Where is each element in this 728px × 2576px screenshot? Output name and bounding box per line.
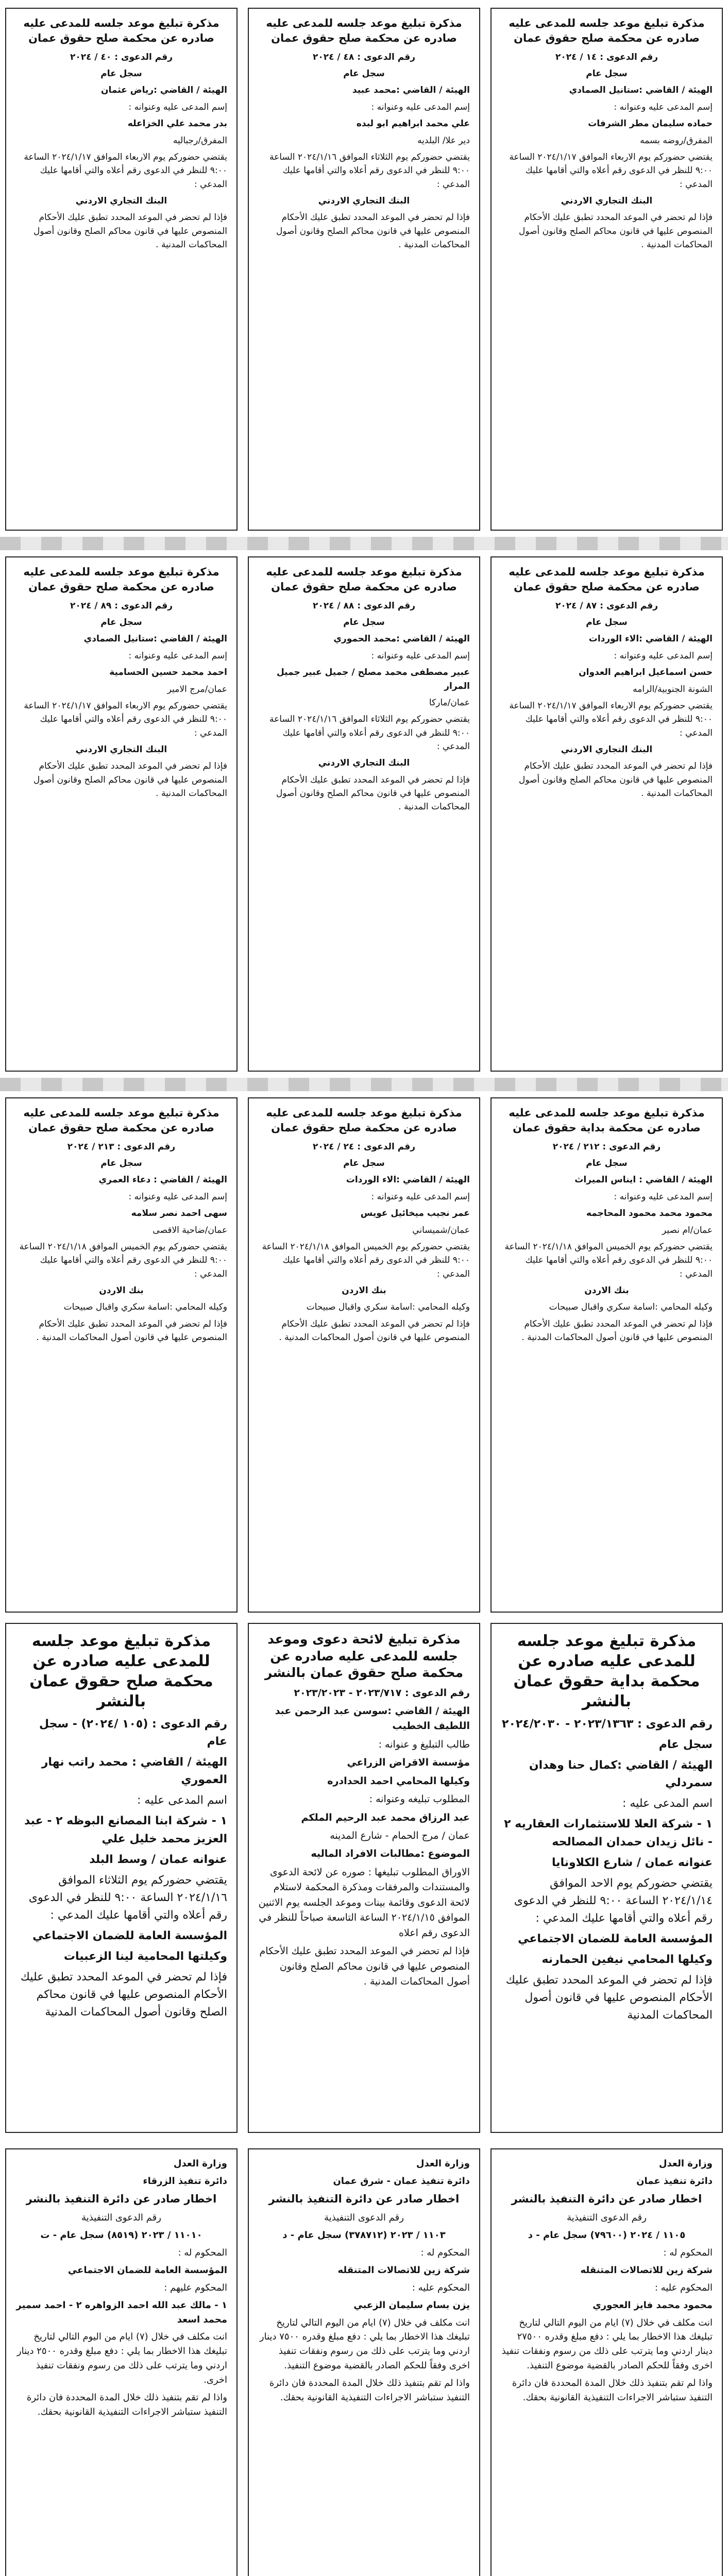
case-subject: الموضوع :مطالبات الافراد الماليه xyxy=(311,1848,470,1860)
registry: سجل عام xyxy=(100,1158,142,1169)
case-number: رقم الدعوى : ٨٩ / ٢٠٢٤ xyxy=(70,600,173,611)
debtor-name: يزن بسام سليمان الزعبي xyxy=(353,2299,470,2311)
notice-footer: واذا لم تقم بتنفيذ ذلك خلال المدة المحددة فان دائرة التنفيذ ستباشر الاجراءات التنفيذية القانونية بحقك. xyxy=(269,2378,470,2403)
notice-footer: واذا لم تقم بتنفيذ ذلك خلال المدة المحددة فان دائرة التنفيذ ستباشر الاجراءات التنفيذية القانونية بحقك. xyxy=(26,2392,227,2417)
separator-stripe xyxy=(0,537,728,550)
notice-title: مذكرة تبليغ موعد جلسه للمدعى عليه صادره عن محكمة صلح حقوق عمان xyxy=(23,1107,219,1134)
notices-row-2 xyxy=(0,556,728,1072)
plaintiff-name: البنك التجاري الاردني xyxy=(75,195,167,206)
notice-footer: واذا لم تقم بتنفيذ ذلك خلال المدة المحددة فان دائرة التنفيذ ستباشر الاجراءات التنفيذية القانونية بحقك. xyxy=(512,2378,713,2403)
case-label: رقم الدعوى التنفيذية xyxy=(567,2212,647,2224)
notice-card xyxy=(490,1623,723,2133)
ministry: وزارة العدل xyxy=(416,2158,470,2169)
lawyer: وكيله المحامي :اسامة سكري واقبال صبيحات xyxy=(549,1302,713,1313)
notice-title: مذكرة تبليغ موعد جلسه للمدعى عليه صادره عن محكمة صلح حقوق عمان xyxy=(509,566,705,594)
registry: سجل عام xyxy=(586,617,628,628)
creditor-label: المحكوم له : xyxy=(178,2247,227,2258)
notices-row-5 xyxy=(0,2148,728,2576)
defendant-label: إسم المدعى عليه وعنوانه : xyxy=(371,1191,470,1202)
notice-card xyxy=(5,1097,238,1613)
notice-footer: فإذا لم تحضر في الموعد المحدد تطبق عليك الأحكام المنصوص عليها في قانون أصول المحاكمات المدنية . xyxy=(36,1318,227,1343)
defendant-address: عمان/ماركا xyxy=(429,697,470,708)
notice-footer: فإذا لم تحضر في الموعد المحدد تطبق عليك الأحكام المنصوص عليها في قانون محاكم الصلح وقانون أصول المحاكمات المدنية . xyxy=(276,774,470,812)
notice-footer: فإذا لم تحضر في الموعد المحدد تطبق عليك الأحكام المنصوص عليها في قانون محاكم الصلح وقانون أصول المحاكمات المدنية . xyxy=(33,212,227,250)
defendant-label: إسم المدعى عليه وعنوانه : xyxy=(614,1191,713,1202)
defendant-name: حماده سليمان مطر الشرفات xyxy=(588,118,713,129)
department: دائرة تنفيذ عمان xyxy=(636,2175,713,2187)
case-number: رقم الدعوى : ١٤ / ٢٠٢٤ xyxy=(555,52,658,62)
notice-footer: فإذا لم تحضر في الموعد المحدد تطبق عليك الأحكام المنصوص عليها في قانون محاكم الصلح وقانون أصول المحاكمات المدنية . xyxy=(33,761,227,799)
notices-row-1 xyxy=(0,8,728,531)
plaintiff-name: بنك الاردن xyxy=(99,1285,144,1296)
creditor-name: شركة زين للاتصالات المتنقله xyxy=(337,2264,470,2276)
registry: سجل عام xyxy=(100,69,142,79)
notice-body: يقتضي حضوركم يوم الثلاثاء الموافق ٢٠٢٤/١/١٦ الساعة ٩:٠٠ للنظر في الدعوى رقم أعلاه والتي أقامها عليك المدعي : xyxy=(269,714,470,752)
notice-body: يقتضي حضوركم يوم الخميس الموافق ٢٠٢٤/١/١٨ الساعة ٩:٠٠ للنظر في الدعوى رقم أعلاه والتي أقامها عليك المدعي : xyxy=(262,1241,470,1279)
defendant-label: إسم المدعى عليه وعنوانه : xyxy=(371,650,470,661)
notice-card xyxy=(5,556,238,1072)
defendant-label: اسم المدعى عليه : xyxy=(622,1797,713,1810)
case-number: ١١٠٣ / ٢٠٢٣ (٣٧٨٧١٢) سجل عام - د xyxy=(282,2230,446,2241)
judge: الهيئة / القاضي :ستانيل الصمادي xyxy=(569,85,713,96)
debtor-label: المحكوم عليهم : xyxy=(164,2282,227,2293)
lawyer: وكيلها المحامي احمد الحدادره xyxy=(327,1775,470,1787)
case-number: رقم الدعوى : (١٠٥ /٢٠٢٤) - سجل عام xyxy=(39,1718,227,1749)
notice-body: يقتضي حضوركم يوم الخميس الموافق ٢٠٢٤/١/١٨ الساعة ٩:٠٠ للنظر في الدعوى رقم أعلاه والتي أقامها عليك المدعي : xyxy=(504,1241,713,1279)
notice-body: يقتضي حضوركم يوم الاربعاء الموافق ٢٠٢٤/١/١٧ الساعة ٩:٠٠ للنظر في الدعوى رقم أعلاه والتي أقامها عليك المدعي : xyxy=(509,700,713,738)
notice-footer: فإذا لم تحضر في الموعد المحدد تطبق عليك الأحكام المنصوص عليها في قانون أصول المحاكمات المدنية . xyxy=(279,1318,470,1343)
defendant-name: علي محمد ابراهيم ابو لبده xyxy=(356,118,470,129)
notice-title: مذكرة تبليغ موعد جلسه للمدعى عليه صادره عن محكمة صلح حقوق عمان xyxy=(266,566,462,594)
defendant-address: عمان/ضاحية الاقصى xyxy=(153,1225,227,1235)
case-number: رقم الدعوى : ٢٠٢٣/٧١٧ - ٢٠٢٣/٢٠٢٣ xyxy=(294,1687,470,1699)
judge: الهيئة / القاضي :محمد الحموري xyxy=(333,634,470,645)
notice-card xyxy=(5,8,238,531)
notice-body: يقتضي حضوركم يوم الاربعاء الموافق ٢٠٢٤/١/١٧ الساعة ٩:٠٠ للنظر في الدعوى رقم أعلاه والتي أقامها عليك المدعي : xyxy=(509,151,713,190)
judge: الهيئة / القاضي :محمد عبيد xyxy=(352,85,470,96)
registry: سجل عام xyxy=(658,1738,713,1752)
notice-body: انت مكلف في خلال (٧) ايام من اليوم التالي لتاريخ تبليغك هذا الاخطار بما يلي : دفع مبلغ وقدره ٧٥٠٠ دينار اردني وما يترتب على ذلك من رسوم ونفقات تنفيذ اخرى وفقاً للحكم الصادر بالقضية موضوع التنفيذ. xyxy=(259,2317,470,2371)
notice-title: مذكرة تبليغ موعد جلسه للمدعى عليه صادره عن محكمة بداية حقوق عمان بالنشر xyxy=(513,1632,700,1710)
notice-card xyxy=(248,1097,480,1613)
notice-title: مذكرة تبليغ موعد جلسه للمدعى عليه صادره عن محكمة صلح حقوق عمان xyxy=(509,17,705,45)
defendant-name: عبير مصطفى محمد مصلح / جميل عبير جميل المرار xyxy=(276,667,470,691)
plaintiff-name: البنك التجاري الاردني xyxy=(561,195,653,206)
registry: سجل عام xyxy=(343,617,385,628)
notice-title: مذكرة تبليغ موعد جلسه للمدعى عليه صادره عن محكمة صلح حقوق عمان xyxy=(23,17,219,45)
notice-footer: فإذا لم تحضر في الموعد المحدد تطبق عليك الأحكام المنصوص عليها في قانون أصول المحاكمات المدنية xyxy=(505,1974,713,2022)
case-number: رقم الدعوى : ٨٨ / ٢٠٢٤ xyxy=(312,600,415,611)
judge: الهيئة / القاضي :الاء الوردات xyxy=(346,1175,470,1185)
notice-card xyxy=(490,556,723,1072)
judge: الهيئة / القاضي :كمال حنا وهدان سمردلي xyxy=(529,1759,713,1790)
judge: الهيئة / القاضي : دعاء العمري xyxy=(98,1175,227,1185)
notice-title: مذكرة تبليغ موعد جلسه للمدعى عليه صادره عن محكمة بداية حقوق عمان xyxy=(509,1107,705,1134)
defendant-address: المفرق/روضه بسمه xyxy=(640,135,713,146)
notice-footer: فإذا لم تحضر في الموعد المحدد تطبق عليك الأحكام المنصوص عليها في قانون محاكم الصلح وقانون أصول المحاكمات المدنية . xyxy=(276,212,470,250)
notice-body: يقتضي حضوركم يوم الاربعاء الموافق ٢٠٢٤/١/١٧ الساعة ٩:٠٠ للنظر في الدعوى رقم أعلاه والتي أقامها عليك المدعي : xyxy=(24,700,227,738)
notice-title: مذكرة تبليغ موعد جلسه للمدعى عليه صادره عن محكمة صلح حقوق عمان xyxy=(266,1107,462,1134)
case-number: رقم الدعوى : ٢٤ / ٢٠٢٤ xyxy=(312,1141,415,1152)
notice-footer: فإذا لم تحضر في الموعد المحدد تطبق عليك الأحكام المنصوص عليها في قانون محاكم الصلح وقانون أصول المحاكمات المدنية . xyxy=(259,1945,470,1987)
case-number: رقم الدعوى : ٢٠٢٣/١٣٦٣ - ٢٠٢٤/٢٠٣٠ xyxy=(502,1718,713,1731)
notice-footer: فإذا لم تحضر في الموعد المحدد تطبق عليك الأحكام المنصوص عليها في قانون أصول المحاكمات المدنية . xyxy=(521,1318,713,1343)
plaintiff-name: مؤسسة الاقراض الزراعي xyxy=(347,1757,470,1769)
plaintiff-name: المؤسسة العامة للضمان الاجتماعي xyxy=(32,1929,227,1943)
notice-card xyxy=(5,1623,238,2133)
notice-card xyxy=(490,1097,723,1613)
notice-title: اخطار صادر عن دائرة التنفيذ بالنشر xyxy=(268,2192,460,2205)
defendant-name: ١ - شركة ابنا المصانع البوظه ٢ - عبد العزيز محمد خليل علي xyxy=(24,1815,227,1845)
defendant-address: عمان/ام نصير xyxy=(662,1225,713,1235)
defendant-address: الشونة الجنوبية/الرامه xyxy=(633,684,713,694)
notice-card xyxy=(490,8,723,531)
lawyer: وكيلها المحامي نيفين الحمارنه xyxy=(541,1953,713,1967)
case-number: رقم الدعوى : ٤٨ / ٢٠٢٤ xyxy=(312,52,415,62)
debtor-name: ١ - مالك عبد الله احمد الزواهره ٢ - احمد سمير محمد اسعد xyxy=(16,2299,227,2325)
department: دائرة تنفيذ عمان - شرق عمان xyxy=(333,2175,470,2187)
plaintiff-name: البنك التجاري الاردني xyxy=(75,744,167,755)
registry: سجل عام xyxy=(586,69,628,79)
notice-body: يقتضي حضوركم يوم الاربعاء الموافق ٢٠٢٤/١/١٧ الساعة ٩:٠٠ للنظر في الدعوى رقم أعلاه والتي أقامها عليك المدعي : xyxy=(24,151,227,190)
case-number: رقم الدعوى : ٤٠ / ٢٠٢٤ xyxy=(70,52,173,62)
judge: الهيئة / القاضي :الاء الوردات xyxy=(588,634,713,645)
notice-title: مذكرة تبليغ موعد جلسه للمدعى عليه صادره عن محكمة صلح حقوق عمان بالنشر xyxy=(29,1632,213,1710)
notice-body: يقتضي حضوركم يوم الثلاثاء الموافق ٢٠٢٤/١/١٦ الساعة ٩:٠٠ للنظر في الدعوى رقم أعلاه والتي أقامها عليك المدعي : xyxy=(269,151,470,190)
notice-footer: فإذا لم تحضر في الموعد المحدد تطبق عليك الأحكام المنصوص عليها في قانون محاكم الصلح وقانون أصول المحاكمات المدنية xyxy=(20,1971,227,2019)
judge: الهيئة / القاضي :ستانيل الصمادي xyxy=(83,634,227,645)
creditor-name: المؤسسة العامة للضمان الاجتماعي xyxy=(67,2264,227,2276)
notice-title: مذكرة تبليغ موعد جلسه للمدعى عليه صادره عن محكمة صلح حقوق عمان xyxy=(23,566,219,594)
creditor-label: المحكوم له : xyxy=(420,2247,470,2258)
judge: الهيئة / القاضي :سوسن عبد الرحمن عبد اللطيف الخطيب xyxy=(275,1705,470,1732)
plaintiff-name: البنك التجاري الاردني xyxy=(561,744,653,755)
defendant-name: ١ - شركة العلا للاستثمارات العقاريه ٢ - نائل زيدان حمدان المصالحه xyxy=(504,1818,713,1849)
creditor-label: المحكوم له : xyxy=(663,2247,713,2258)
defendant-label: اسم المدعى عليه : xyxy=(137,1794,227,1807)
notices-row-4 xyxy=(0,1623,728,2133)
defendant-name: عمر نجيب ميخائيل عويس xyxy=(360,1208,470,1219)
notice-footer: فإذا لم تحضر في الموعد المحدد تطبق عليك الأحكام المنصوص عليها في قانون محاكم الصلح وقانون أصول المحاكمات المدنية . xyxy=(518,212,713,250)
notice-body: انت مكلف في خلال (٧) ايام من اليوم التالي لتاريخ تبليغك هذا الاخطار بما يلي : دفع مبلغ وقدره ٢٥٠٠ دينار اردني وما يترتب على ذلك من رسوم ونفقات تنفيذ اخرى. xyxy=(16,2331,227,2386)
notice-body: يقتضي حضوركم يوم الخميس الموافق ٢٠٢٤/١/١٨ الساعة ٩:٠٠ للنظر في الدعوى رقم أعلاه والتي أقامها عليك المدعي : xyxy=(19,1241,227,1279)
case-label: رقم الدعوى التنفيذية xyxy=(324,2212,404,2224)
registry: سجل عام xyxy=(100,617,142,628)
defendant-address: عمان/مرج الامير xyxy=(167,684,227,694)
department: دائرة تنفيذ الزرقاء xyxy=(143,2175,227,2187)
notice-card xyxy=(248,2148,480,2576)
defendant-name: عبد الرزاق محمد عبد الرحيم الملكم xyxy=(301,1811,470,1823)
debtor-label: المحكوم عليه : xyxy=(654,2282,713,2293)
defendant-address: عمان/شميساني xyxy=(412,1225,470,1235)
separator-stripe xyxy=(0,1078,728,1091)
notice-title: اخطار صادر عن دائرة التنفيذ بالنشر xyxy=(26,2192,217,2205)
defendant-name: محمود محمد محمود المحاجمه xyxy=(586,1208,713,1219)
ministry: وزارة العدل xyxy=(173,2158,227,2169)
case-number: ١١٠٥ / ٢٠٢٤ (٧٩٦٠٠) سجل عام - د xyxy=(528,2230,686,2241)
defendant-name: بدر محمد علي الخزاعله xyxy=(127,118,227,129)
defendant-address: عنوانه عمان / وسط البلد xyxy=(89,1853,227,1866)
plaintiff-name: المؤسسة العامة للضمان الاجتماعي xyxy=(518,1933,713,1946)
lawyer: وكيلتها المحامية لينا الزعبيات xyxy=(63,1950,227,1963)
case-number: رقم الدعوى : ٢١٣ / ٢٠٢٤ xyxy=(67,1141,176,1152)
notice-body: يقتضي حضوركم يوم الاحد الموافق ٢٠٢٤/١/١٤ الساعة ٩:٠٠ للنظر في الدعوى رقم أعلاه والتي أقامها عليك المدعي : xyxy=(514,1876,713,1925)
notice-body: الاوراق المطلوب تبليغها : صوره عن لائحة الدعوى والمستندات والمرفقات ومذكرة المحكمة لاستلام لائحة الدعوى وقائمة بينات وموعد الجلسه يوم الاثنين الموافق ٢٠٢٤/١/١٥ الساعة التاسعة صباحاً للنظر في الدعوى رقم اعلاه xyxy=(258,1866,470,1939)
notice-body: يقتضي حضوركم يوم الثلاثاء الموافق ٢٠٢٤/١/١٦ الساعة ٩:٠٠ للنظر في الدعوى رقم أعلاه والتي أقامها عليك المدعي : xyxy=(28,1873,227,1922)
creditor-name: شركة زين للاتصالات المتنقله xyxy=(580,2264,713,2276)
defendant-name: حسن اسماعيل ابراهيم العدوان xyxy=(579,667,713,678)
notice-card xyxy=(248,8,480,531)
notice-card xyxy=(248,556,480,1072)
defendant-label: إسم المدعى عليه وعنوانه : xyxy=(614,101,713,112)
case-label: رقم الدعوى التنفيذية xyxy=(81,2212,161,2224)
notice-card xyxy=(248,1623,480,2133)
defendant-address: عنوانه عمان / شارع الكلاونايا xyxy=(551,1856,713,1869)
defendant-address: عمان / مرج الحمام - شارع المدينه xyxy=(330,1830,470,1841)
case-number: رقم الدعوى : ٢١٢ / ٢٠٢٤ xyxy=(552,1141,661,1152)
defendant-label: إسم المدعى عليه وعنوانه : xyxy=(128,101,227,112)
case-number: رقم الدعوى : ٨٧ / ٢٠٢٤ xyxy=(555,600,658,611)
notice-body: انت مكلف في خلال (٧) ايام من اليوم التالي لتاريخ تبليغك هذا الاخطار بما يلي : دفع مبلغ وقدره ٢٧٥٠٠ دينار اردني وما يترتب على ذلك من رسوم ونفقات تنفيذ اخرى وفقاً للحكم الصادر بالقضية موضوع التنفيذ. xyxy=(501,2317,713,2371)
notice-card xyxy=(5,2148,238,2576)
lawyer: وكيله المحامي :اسامة سكري واقبال صبيحات xyxy=(63,1302,227,1313)
debtor-label: المحكوم عليه : xyxy=(412,2282,470,2293)
defendant-address: دير علا/ البلديه xyxy=(417,135,470,146)
plaintiff-name: البنك التجاري الاردني xyxy=(318,195,410,206)
defendant-name: سهى احمد نصر سلامه xyxy=(131,1208,227,1219)
defendant-address: المفرق/رجباليه xyxy=(173,135,227,146)
registry: سجل عام xyxy=(586,1158,628,1169)
defendant-label: إسم المدعى عليه وعنوانه : xyxy=(128,650,227,661)
notice-title: مذكرة تبليغ لائحة دعوى وموعد جلسه للمدعى عليه صادره عن محكمة صلح حقوق عمان بالنشر xyxy=(264,1632,464,1680)
judge: الهيئة / القاضي : ايناس الميراث xyxy=(574,1175,713,1185)
lawyer: وكيله المحامي :اسامة سكري واقبال صبيحات xyxy=(306,1302,470,1313)
defendant-label: إسم المدعى عليه وعنوانه : xyxy=(614,650,713,661)
registry: سجل عام xyxy=(343,1158,385,1169)
plaintiff-name: بنك الاردن xyxy=(342,1285,386,1296)
judge: الهيئة / القاضي : محمد راتب نهار العموري xyxy=(41,1756,227,1787)
defendant-name: احمد محمد حسين الحسامية xyxy=(109,667,227,678)
notice-card xyxy=(490,2148,723,2576)
notice-title: اخطار صادر عن دائرة التنفيذ بالنشر xyxy=(511,2192,702,2205)
debtor-name: محمود محمد فايز العجوري xyxy=(592,2299,713,2311)
case-number: ١١٠١٠ / ٢٠٢٣ (٨٥١٩) سجل عام - ت xyxy=(40,2230,202,2241)
defendant-label: المطلوب تبليغه وعنوانه : xyxy=(369,1793,470,1805)
plaintiff-name: بنك الاردن xyxy=(584,1285,629,1296)
ministry: وزارة العدل xyxy=(658,2158,713,2169)
notice-footer: فإذا لم تحضر في الموعد المحدد تطبق عليك الأحكام المنصوص عليها في قانون محاكم الصلح وقانون أصول المحاكمات المدنية . xyxy=(518,761,713,799)
plaintiff-name: البنك التجاري الاردني xyxy=(318,758,410,769)
notice-title: مذكرة تبليغ موعد جلسه للمدعى عليه صادره عن محكمة صلح حقوق عمان xyxy=(266,17,462,45)
registry: سجل عام xyxy=(343,69,385,79)
judge: الهيئة / القاضي :رياض عثمان xyxy=(100,85,227,96)
defendant-label: إسم المدعى عليه وعنوانه : xyxy=(371,101,470,112)
notices-row-3 xyxy=(0,1097,728,1613)
defendant-label: إسم المدعى عليه وعنوانه : xyxy=(128,1191,227,1202)
plaintiff-label: طالب التبليغ و عنوانه : xyxy=(378,1738,470,1750)
